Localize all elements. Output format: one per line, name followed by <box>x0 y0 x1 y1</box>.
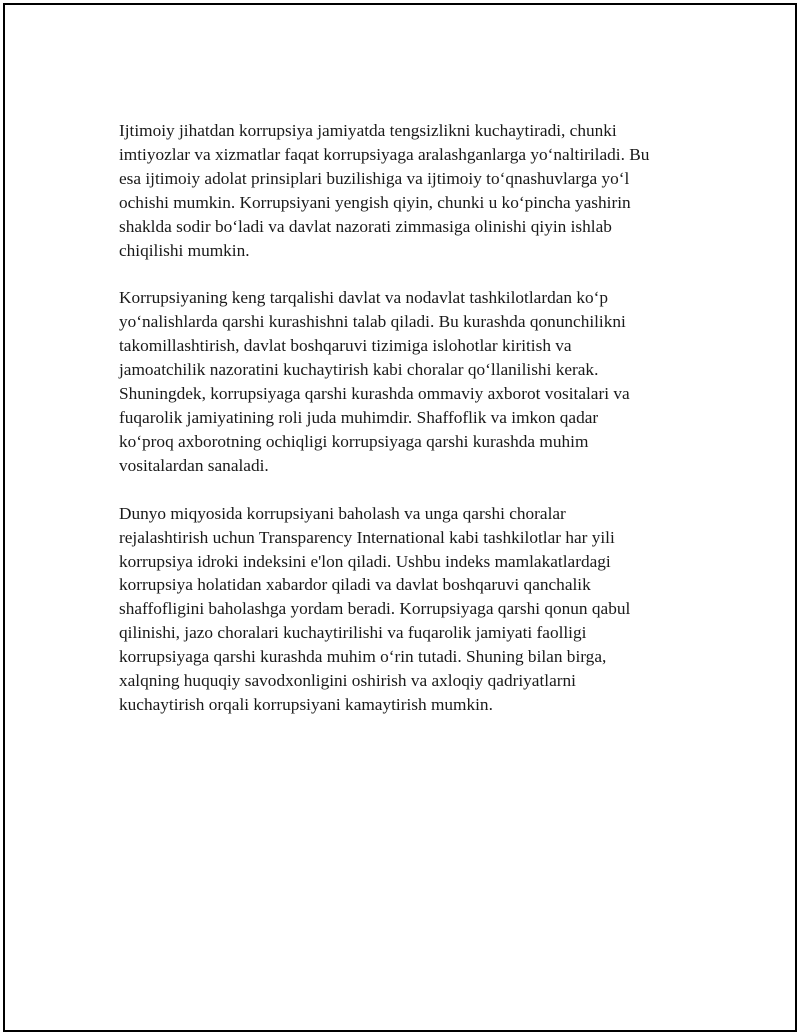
document-body <box>119 119 699 741</box>
paragraph-3: Dunyo miqyosida korrupsiyani baholash va unga qarshi choralar rejalashtirish uchun Transparency International kabi tashkilotlar har yili korrupsiya idroki indeksini e'lon qiladi. Ushbu indeks mamlakatlardagi korrupsiya holatidan xabardor qiladi va davlat boshqaruvi qanchalik shaffofligini baholashga yordam beradi. Korrupsiyaga qarshi qonun qabul qilinishi, jazo choralari kuchaytirilishi va fuqarolik jamiyati faolligi korrupsiyaga qarshi kurashda muhim o‘rin tutadi. Shuning bilan birga, xalqning huquqiy savodxonligini oshirish va axloqiy qadriyatlarni kuchaytirish orqali korrupsiyani kamaytirish mumkin. <box>119 503 631 714</box>
document-page <box>3 3 797 1032</box>
paragraph-1: Ijtimoiy jihatdan korrupsiya jamiyatda tengsizlikni kuchaytiradi, chunki imtiyozlar va xizmatlar faqat korrupsiyaga aralashganlarga yo‘naltiriladi. Bu esa ijtimoiy adolat prinsiplari buzilishiga va ijtimoiy to‘qnashuvlarga yo‘l ochishi mumkin. Korrupsiyani yengish qiyin, chunki u ko‘pincha yashirin shaklda sodir bo‘ladi va davlat nazorati zimmasiga olinishi qiyin ishlab chiqilishi mumkin. <box>119 121 650 260</box>
paragraph-2: Korrupsiyaning keng tarqalishi davlat va nodavlat tashkilotlardan ko‘p yo‘nalishlarda qarshi kurashishni talab qiladi. Bu kurashda qonunchilikni takomillashtirish, davlat boshqaruvi tizimiga islohotlar kiritish va jamoatchilik nazoratini kuchaytirish kabi choralar qo‘llanilishi kerak. Shuningdek, korrupsiyaga qarshi kurashda ommaviy axborot vositalari va fuqarolik jamiyatining roli juda muhimdir. Shaffoflik va imkon qadar ko‘proq axborotning ochiqligi korrupsiyaga qarshi kurashda muhim vositalardan sanaladi. <box>119 288 630 475</box>
